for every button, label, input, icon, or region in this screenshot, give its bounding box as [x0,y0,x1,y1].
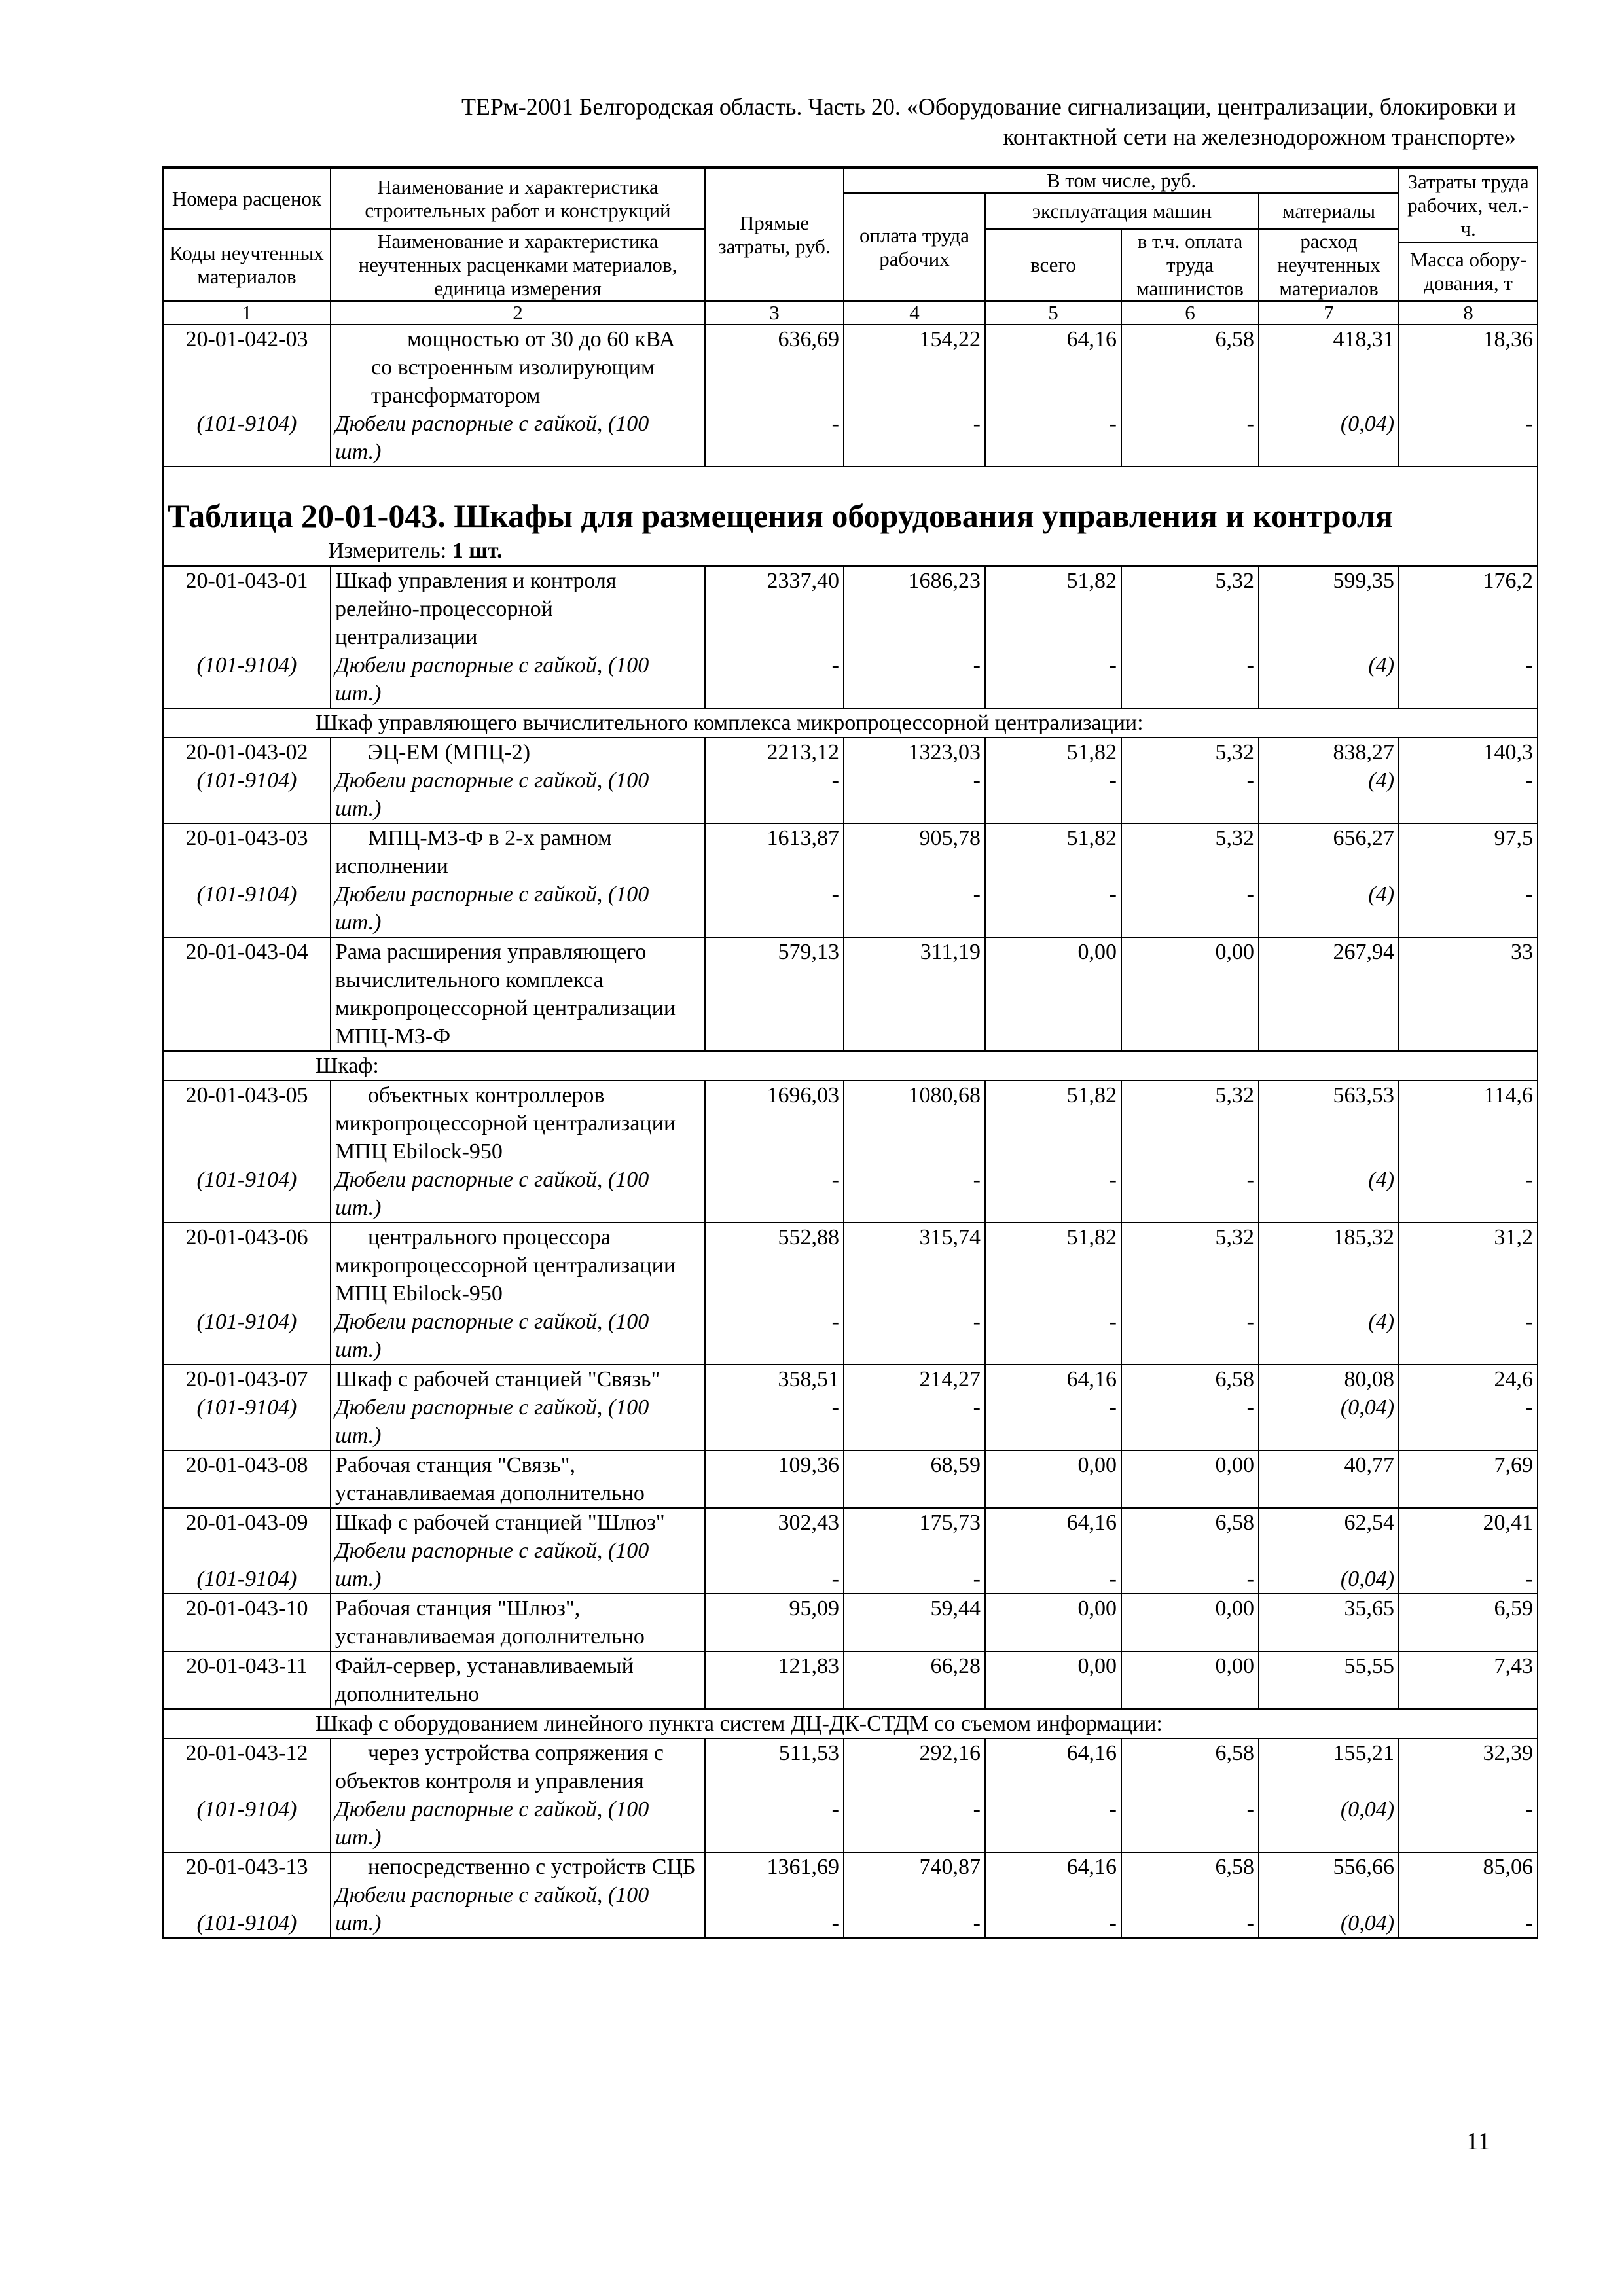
section-title: Шкаф с оборудованием линейного пункта систем ДЦ-ДК-СТДМ со съемом информации: [316,1712,1163,1736]
col-name-works: Наименование и характеристика строительных работ и конструкций [331,168,705,229]
machinist-pay: 0,00 [1121,937,1259,1051]
col-name-unaccounted: Наименование и характеристика неучтенных расценками материалов, единица измерения [331,229,705,301]
direct-costs: 95,09 [705,1594,844,1651]
labor-pay: 214,27 - [844,1365,985,1450]
table-row [163,1450,1538,1508]
materials: 55,55 [1259,1651,1399,1709]
machines-total: 51,82 - [985,1223,1121,1365]
materials: 80,08 (0,04) [1259,1365,1399,1450]
machines-total: 0,00 [985,1651,1121,1709]
section-header [163,708,1538,738]
direct-costs: 109,36 [705,1450,844,1508]
material-name: Дюбели распорные с гайкой, (100 шт.) [335,653,649,706]
machinist-pay: 6,58 - [1121,1508,1259,1594]
col-num-8: 8 [1399,301,1538,325]
direct-costs: 1613,87 - [705,823,844,937]
machinist-pay: 6,58 - [1121,1738,1259,1852]
rate-description: объектных контроллеров микропроцессорной централизации МПЦ Ebilock-950 Дюбели распорные с гайкой, (100 шт.) [331,1081,705,1223]
direct-costs: 2337,40 - [705,566,844,708]
material-code: (101-9104) [196,768,297,793]
col-num-4: 4 [844,301,985,325]
labor-hours: 31,2 - [1399,1223,1538,1365]
direct-costs: 1361,69 - [705,1852,844,1938]
header-line-1: ТЕРм-2001 Белгородская область. Часть 20. «Оборудование сигнализации, централизации, блокировки и [461,94,1516,120]
labor-hours: 7,69 [1399,1450,1538,1508]
material-code: (101-9104) [196,1310,297,1334]
material-name: Дюбели распорные с гайкой, (100 шт.) [335,1797,649,1850]
materials: 556,66 (0,04) [1259,1852,1399,1938]
material-code: (101-9104) [196,1168,297,1192]
page-header [196,92,1516,152]
machinist-pay: 0,00 [1121,1450,1259,1508]
col-including: В том числе, руб. [844,168,1399,193]
machinist-pay: 5,32 - [1121,1223,1259,1365]
rate-code: 20-01-043-04 [163,937,331,1051]
labor-pay: 292,16 - [844,1738,985,1852]
labor-hours: 6,59 [1399,1594,1538,1651]
rate-description: Рама расширения управляющего вычислительного комплекса микропроцессорной централизации МПЦ-МЗ-Ф [331,937,705,1051]
labor-pay: 59,44 [844,1594,985,1651]
column-numbers-row [163,301,1538,325]
rate-description: мощностью от 30 до 60 кВА со встроенным изолирующим трансформатором Дюбели распорные с гайкой, (100 шт.) [331,325,705,467]
labor-hours: 140,3 - [1399,738,1538,823]
machines-total: 64,16 - [985,1365,1121,1450]
table-row [163,1081,1538,1223]
material-name: Дюбели распорные с гайкой, (100 шт.) [335,1883,649,1935]
rate-code: 20-01-043-05 (101-9104) [163,1081,331,1223]
table-header [163,168,1538,325]
labor-pay: 1080,68 - [844,1081,985,1223]
machines-total: 64,16 - [985,1852,1121,1938]
labor-hours: 33 [1399,937,1538,1051]
rate-code: 20-01-043-12 (101-9104) [163,1738,331,1852]
material-code: (101-9104) [196,412,297,436]
material-code: (101-9104) [196,1911,297,1935]
rate-description: Рабочая станция "Шлюз", устанавливаемая дополнительно [331,1594,705,1651]
machines-total: 0,00 [985,937,1121,1051]
rate-description: через устройства сопряжения с объектов контроля и управления Дюбели распорные с гайкой, (100 шт.) [331,1738,705,1852]
machinist-pay: 5,32 - [1121,1081,1259,1223]
labor-hours: 24,6 - [1399,1365,1538,1450]
col-direct-costs: Прямые затраты, руб. [705,168,844,301]
col-num-7: 7 [1259,301,1399,325]
labor-hours: 176,2 - [1399,566,1538,708]
rate-code: 20-01-043-01 (101-9104) [163,566,331,708]
rate-code: 20-01-043-06 (101-9104) [163,1223,331,1365]
labor-pay: 1323,03 - [844,738,985,823]
table-row [163,1365,1538,1450]
rates-table [162,166,1538,1939]
section-title: Шкаф управляющего вычислительного комплекса микропроцессорной централизации: [316,711,1144,735]
machines-total: 51,82 - [985,566,1121,708]
section-header [163,1709,1538,1738]
col-num-5: 5 [985,301,1121,325]
machines-total: 64,16 - [985,325,1121,467]
col-codes-unaccounted: Коды неучтенных материалов [163,229,331,301]
table-row [163,1508,1538,1594]
materials: 155,21 (0,04) [1259,1738,1399,1852]
materials: 599,35 (4) [1259,566,1399,708]
machinist-pay: 5,32 - [1121,566,1259,708]
material-code: (101-9104) [196,1797,297,1821]
rate-description: МПЦ-МЗ-Ф в 2-х рамном исполнении Дюбели распорные с гайкой, (100 шт.) [331,823,705,937]
col-machinist-pay: в т.ч. оплата труда машинистов [1121,229,1259,301]
table-row [163,1852,1538,1938]
material-name: Дюбели распорные с гайкой, (100 шт.) [335,1539,649,1591]
direct-costs: 636,69 - [705,325,844,467]
col-num-6: 6 [1121,301,1259,325]
labor-hours: 7,43 [1399,1651,1538,1709]
materials: 185,32 (4) [1259,1223,1399,1365]
col-labor-costs: Затраты труда рабочих, чел.-ч. [1399,168,1538,243]
labor-hours: 85,06 - [1399,1852,1538,1938]
col-materials: материалы [1259,193,1399,229]
materials: 40,77 [1259,1450,1399,1508]
labor-pay: 154,22 - [844,325,985,467]
rate-description: Файл-сервер, устанавливаемый дополнительно [331,1651,705,1709]
table-row [163,1594,1538,1651]
table-row [163,937,1538,1051]
labor-pay: 68,59 [844,1450,985,1508]
col-num-2: 2 [331,301,705,325]
header-line-2: контактной сети на железнодорожном транспорте» [1003,124,1516,150]
material-name: Дюбели распорные с гайкой, (100 шт.) [335,882,649,935]
direct-costs: 358,51 - [705,1365,844,1450]
labor-pay: 905,78 - [844,823,985,937]
labor-pay: 740,87 - [844,1852,985,1938]
col-rate-numbers: Номера расценок [163,168,331,229]
material-code: (101-9104) [196,653,297,677]
direct-costs: 579,13 [705,937,844,1051]
material-name: Дюбели распорные с гайкой, (100 шт.) [335,1310,649,1362]
table-row [163,566,1538,708]
materials: 418,31 (0,04) [1259,325,1399,467]
labor-pay: 315,74 - [844,1223,985,1365]
rate-code: 20-01-042-03 (101-9104) [163,325,331,467]
machines-total: 51,82 - [985,738,1121,823]
table-row [163,823,1538,937]
materials: 656,27 (4) [1259,823,1399,937]
rate-description: Шкаф с рабочей станцией "Шлюз" Дюбели распорные с гайкой, (100 шт.) [331,1508,705,1594]
machines-total: 0,00 [985,1594,1121,1651]
labor-pay: 1686,23 - [844,566,985,708]
table-row [163,1651,1538,1709]
machines-total: 51,82 - [985,1081,1121,1223]
material-name: Дюбели распорные с гайкой, (100 шт.) [335,768,649,821]
material-name: Дюбели распорные с гайкой, (100 шт.) [335,412,649,464]
machines-total: 51,82 - [985,823,1121,937]
rate-description: Шкаф с рабочей станцией "Связь" Дюбели распорные с гайкой, (100 шт.) [331,1365,705,1450]
rate-description: Рабочая станция "Связь", устанавливаемая дополнительно [331,1450,705,1508]
machines-total: 64,16 - [985,1508,1121,1594]
rate-code: 20-01-043-09 (101-9104) [163,1508,331,1594]
machinist-pay: 6,58 - [1121,1852,1259,1938]
rate-code: 20-01-043-03 (101-9104) [163,823,331,937]
rate-code: 20-01-043-08 [163,1450,331,1508]
material-name: Дюбели распорные с гайкой, (100 шт.) [335,1395,649,1448]
machinist-pay: 0,00 [1121,1651,1259,1709]
machinist-pay: 5,32 - [1121,738,1259,823]
labor-pay: 311,19 [844,937,985,1051]
labor-hours: 20,41 - [1399,1508,1538,1594]
material-code: (101-9104) [196,882,297,906]
table-title-row [163,467,1538,566]
table-row [163,738,1538,823]
rate-code: 20-01-043-13 (101-9104) [163,1852,331,1938]
col-num-1: 1 [163,301,331,325]
material-code: (101-9104) [196,1395,297,1420]
table-row [163,1223,1538,1365]
col-materials-expense: расход неучтенных материалов [1259,229,1399,301]
measure-unit: Измеритель: 1 шт. [328,539,503,563]
direct-costs: 1696,03 - [705,1081,844,1223]
table-row [163,1738,1538,1852]
labor-hours: 114,6 - [1399,1081,1538,1223]
col-num-3: 3 [705,301,844,325]
col-equipment-mass: Масса обору-дования, т [1399,243,1538,301]
labor-hours: 18,36 - [1399,325,1538,467]
material-name: Дюбели распорные с гайкой, (100 шт.) [335,1168,649,1220]
labor-hours: 97,5 - [1399,823,1538,937]
machinist-pay: 5,32 - [1121,823,1259,937]
labor-hours: 32,39 - [1399,1738,1538,1852]
table-title: Таблица 20-01-043. Шкафы для размещения оборудования управления и контроля [168,497,1393,534]
materials: 267,94 [1259,937,1399,1051]
rate-code: 20-01-043-02 (101-9104) [163,738,331,823]
section-header [163,1051,1538,1081]
col-machine-ops: эксплуатация машин [985,193,1259,229]
machinist-pay: 6,58 - [1121,1365,1259,1450]
direct-costs: 121,83 [705,1651,844,1709]
direct-costs: 2213,12 - [705,738,844,823]
labor-pay: 175,73 - [844,1508,985,1594]
labor-pay: 66,28 [844,1651,985,1709]
machinist-pay: 0,00 [1121,1594,1259,1651]
rate-code: 20-01-043-11 [163,1651,331,1709]
rate-description: ЭЦ-ЕМ (МПЦ-2) Дюбели распорные с гайкой, (100 шт.) [331,738,705,823]
materials: 35,65 [1259,1594,1399,1651]
direct-costs: 511,53 - [705,1738,844,1852]
material-code: (101-9104) [196,1567,297,1591]
rate-description: центрального процессора микропроцессорной централизации МПЦ Ebilock-950 Дюбели распорные с гайкой, (100 шт.) [331,1223,705,1365]
machines-total: 0,00 [985,1450,1121,1508]
materials: 62,54 (0,04) [1259,1508,1399,1594]
direct-costs: 552,88 - [705,1223,844,1365]
section-title: Шкаф: [316,1054,379,1078]
direct-costs: 302,43 - [705,1508,844,1594]
rate-code: 20-01-043-10 [163,1594,331,1651]
machinist-pay: 6,58 - [1121,325,1259,467]
machines-total: 64,16 - [985,1738,1121,1852]
materials: 563,53 (4) [1259,1081,1399,1223]
col-machines-total: всего [985,229,1121,301]
rate-description: непосредственно с устройств СЦБ Дюбели распорные с гайкой, (100 шт.) [331,1852,705,1938]
page-number: 11 [1466,2128,1490,2155]
col-labor-pay: оплата труда рабочих [844,193,985,301]
rate-description: Шкаф управления и контроля релейно-процессорной централизации Дюбели распорные с гайкой, (100 шт.) [331,566,705,708]
materials: 838,27 (4) [1259,738,1399,823]
rate-code: 20-01-043-07 (101-9104) [163,1365,331,1450]
table-row [163,325,1538,467]
